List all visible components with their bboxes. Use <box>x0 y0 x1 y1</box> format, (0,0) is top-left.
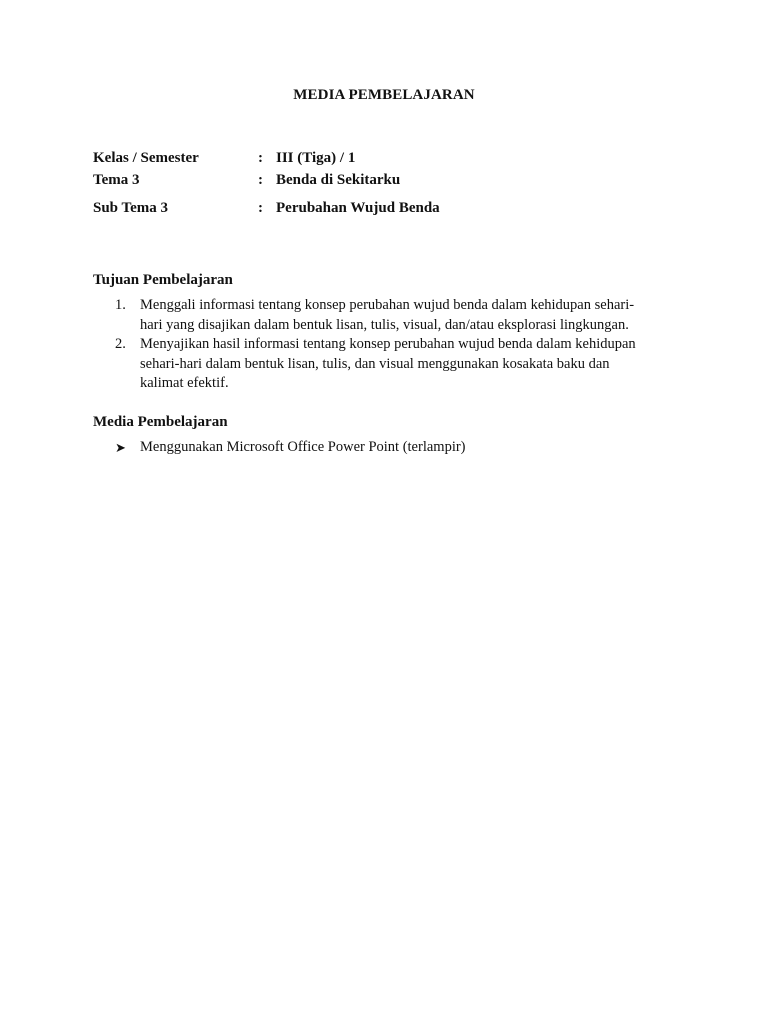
tujuan-list <box>93 296 683 394</box>
info-value: Benda di Sekitarku <box>276 172 401 188</box>
document-title: MEDIA PEMBELAJARAN <box>293 87 475 103</box>
list-line: hari yang disajikan dalam bentuk lisan, tulis, visual, dan/atau eksplorasi lingkungan. <box>140 316 629 333</box>
info-row-kelas <box>93 150 693 170</box>
info-colon: : <box>258 150 263 166</box>
list-line: sehari-hari dalam bentuk lisan, tulis, dan visual menggunakan kosakata baku dan <box>140 355 610 372</box>
tujuan-heading: Tujuan Pembelajaran <box>93 272 233 288</box>
list-item <box>93 296 683 335</box>
list-number: 2. <box>115 336 126 352</box>
info-label: Kelas / Semester <box>93 150 199 166</box>
media-heading: Media Pembelajaran <box>93 414 228 430</box>
arrowhead-bullet-icon: ➤ <box>115 440 126 455</box>
info-row-tema <box>93 172 693 192</box>
list-number: 1. <box>115 297 126 313</box>
list-item <box>93 335 683 394</box>
list-text: Menggunakan Microsoft Office Power Point (terlampir) <box>140 439 466 455</box>
info-value: Perubahan Wujud Benda <box>276 200 440 216</box>
info-row-subtema <box>93 200 693 220</box>
info-label: Tema 3 <box>93 172 140 188</box>
info-colon: : <box>258 172 263 188</box>
info-value: III (Tiga) / 1 <box>276 150 356 166</box>
info-label: Sub Tema 3 <box>93 200 169 216</box>
list-line: kalimat efektif. <box>140 375 229 391</box>
list-line: Menggali informasi tentang konsep perubahan wujud benda dalam kehidupan sehari- <box>140 297 635 313</box>
info-colon: : <box>258 200 263 216</box>
list-item <box>93 438 683 458</box>
list-line: Menyajikan hasil informasi tentang konsep perubahan wujud benda dalam kehidupan <box>140 336 636 352</box>
media-list <box>93 438 683 458</box>
